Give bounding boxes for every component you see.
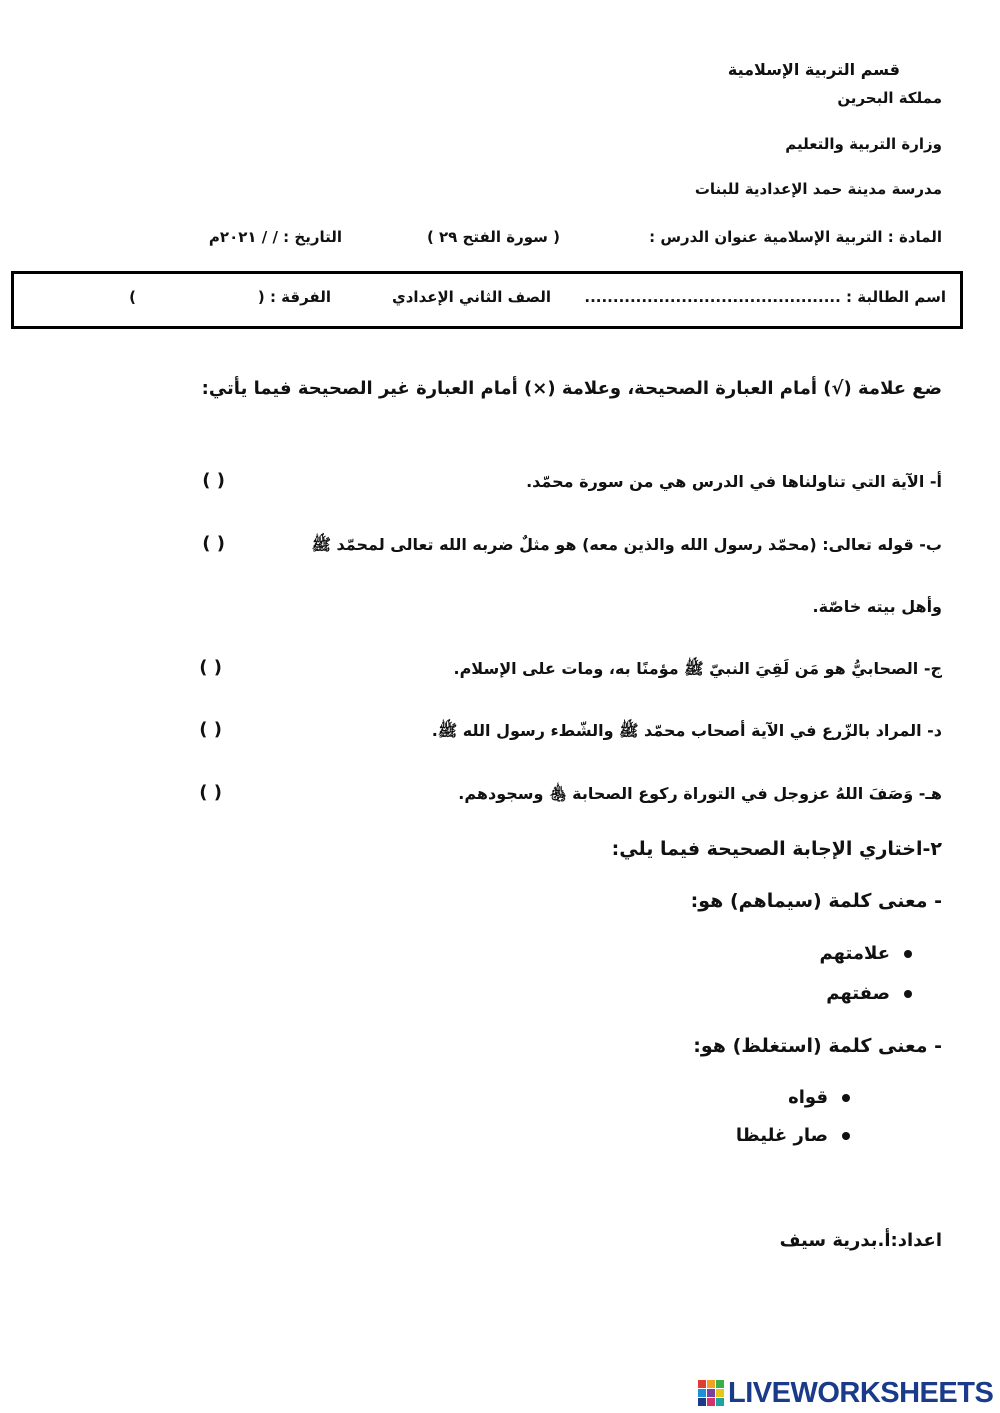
bullet-icon [842, 1094, 850, 1102]
answer-blank-b[interactable]: ( ) [202, 533, 225, 554]
q2-prompt: - معنى كلمة (استغلظ) هو: [693, 1035, 942, 1057]
statement-b: ب- قوله تعالى: (محمّد رسول الله والذين معه) هو مثلٌ ضربه الله تعالى لمحمّد ﷺ [311, 535, 942, 554]
prepared-by: اعداد:أ.بدرية سيف [779, 1230, 942, 1251]
student-info-box [11, 271, 963, 329]
statement-a: أ- الآية التي تناولناها في الدرس هي من سورة محمّد. [526, 472, 942, 491]
q1-option-1-label: علامتهم [819, 943, 890, 964]
bullet-icon [904, 990, 912, 998]
statement-b-continued: وأهل بيته خاصّة. [812, 597, 942, 616]
bullet-icon [842, 1132, 850, 1140]
liveworksheets-logo-icon [698, 1380, 724, 1406]
kingdom-label: مملكة البحرين [837, 89, 942, 107]
section1-instruction: ضع علامة (√) أمام العبارة الصحيحة، وعلامة (×) أمام العبارة غير الصحيحة فيما يأتي: [201, 378, 942, 399]
ministry-label: وزارة التربية والتعليم [785, 135, 942, 153]
q1-prompt: - معنى كلمة (سيماهم) هو: [690, 890, 942, 912]
statement-c: ج- الصحابيُّ هو مَن لَقِيَ النبيّ ﷺ مؤمنًا به، ومات على الإسلام. [453, 659, 942, 678]
subject-line: المادة : التربية الإسلامية عنوان الدرس : [649, 228, 942, 246]
lesson-title: ( سورة الفتح ٢٩ ) [426, 228, 560, 246]
q2-option-2[interactable] [736, 1125, 850, 1146]
section-field[interactable]: الفرقة : ( [257, 288, 331, 306]
statement-e: هـ- وَصَفَ اللهُ عزوجل في التوراة ركوع الصحابة ﵃ وسجودهم. [458, 784, 942, 803]
statement-d: د- المراد بالزّرع في الآية أصحاب محمّد ﷺ والشّطء رسول الله ﷺ. [431, 721, 942, 740]
grade-label: الصف الثاني الإعدادي [391, 288, 551, 306]
q1-option-1[interactable] [820, 943, 912, 964]
department-title: قسم التربية الإسلامية [727, 60, 900, 79]
q1-option-2[interactable] [826, 983, 912, 1004]
section-close: ) [129, 288, 136, 306]
answer-blank-d[interactable]: ( ) [199, 719, 222, 740]
q2-option-1[interactable] [788, 1087, 850, 1108]
answer-blank-c[interactable]: ( ) [199, 657, 222, 678]
bullet-icon [904, 950, 912, 958]
student-name-field[interactable]: اسم الطالبة : ............................................. [584, 288, 946, 306]
q2-option-1-label: قواه [788, 1087, 828, 1108]
school-label: مدرسة مدينة حمد الإعدادية للبنات [694, 180, 942, 198]
answer-blank-a[interactable]: ( ) [202, 470, 225, 491]
q1-option-2-label: صفتهم [826, 983, 890, 1004]
liveworksheets-brand: LIVEWORKSHEETS [728, 1376, 994, 1409]
section2-title: ٢-اختاري الإجابة الصحيحة فيما يلي: [611, 838, 942, 860]
answer-blank-e[interactable]: ( ) [199, 782, 222, 803]
liveworksheets-logo[interactable] [698, 1378, 993, 1408]
q2-option-2-label: صار غليظا [735, 1125, 828, 1146]
date-label: التاريخ : / / ٢٠٢١م [208, 228, 342, 246]
